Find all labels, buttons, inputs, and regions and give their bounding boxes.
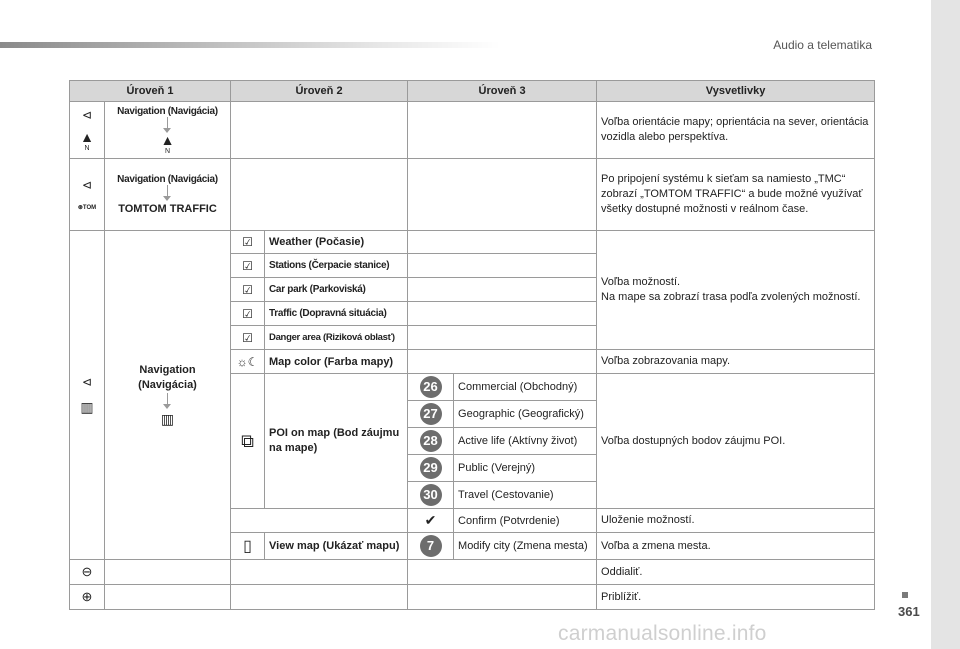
legend-cell: Po pripojení systému k sieťam sa namiesto „TMC“ zobrazí „TOMTOM TRAFFIC“ a bude možné využívať všetky dostupné možnosti v reálnom čase.: [597, 159, 875, 231]
step-badge: 30: [420, 484, 442, 506]
table-row: [70, 585, 875, 610]
view-map-item[interactable]: View map (Ukázať mapu): [265, 533, 408, 560]
poi-icon: ⧉: [231, 374, 265, 509]
step-badge: 28: [420, 430, 442, 452]
watermark: carmanualsonline.info: [558, 622, 767, 645]
down-arrow-icon: [167, 393, 168, 405]
zoom-out-icon: ⊖: [70, 560, 105, 585]
table-row: [70, 560, 875, 585]
poi-commercial[interactable]: Commercial (Obchodný): [454, 374, 597, 401]
tomtom-logo-icon: ⊛TOM: [77, 205, 97, 211]
poi-public[interactable]: Public (Verejný): [454, 455, 597, 482]
legend-cell: Voľba zobrazovania mapy.: [597, 350, 875, 374]
poi-item[interactable]: POI on map (Bod záujmu na mape): [265, 374, 408, 509]
step-badge: 27: [420, 403, 442, 425]
stations-item[interactable]: Stations (Čerpacie stanice): [265, 254, 408, 278]
legend-cell: Voľba orientácie mapy; oprientácia na sever, orientácia vozidla alebo perspektíva.: [597, 102, 875, 159]
level3-cell: [408, 278, 597, 302]
step-badge: 26: [420, 376, 442, 398]
level3-empty-cell: [408, 585, 597, 610]
level3-cell: [408, 102, 597, 159]
legend-cell: Voľba dostupných bodov záujmu POI.: [597, 374, 875, 509]
level3-empty-cell: [408, 560, 597, 585]
level3-cell: [408, 350, 597, 374]
checkbox-icon: ☑: [231, 326, 265, 350]
map-icon: ▯: [231, 533, 265, 560]
confirm-item[interactable]: Confirm (Potvrdenie): [454, 509, 597, 533]
day-night-icon: ☼☾: [231, 350, 265, 374]
page-header-title: Audio a telematika: [773, 38, 872, 52]
checkbox-icon: ☑: [231, 278, 265, 302]
level3-cell: [408, 231, 597, 254]
badge-cell: [408, 533, 454, 560]
level1-text-cell: [105, 159, 231, 231]
modify-city-item[interactable]: Modify city (Zmena mesta): [454, 533, 597, 560]
level3-cell: [408, 326, 597, 350]
north-arrow-icon: ▲ N: [80, 129, 94, 152]
zoom-in-icon: ⊕: [70, 585, 105, 610]
checkbox-icon: ☑: [231, 254, 265, 278]
level1-cell: [70, 159, 105, 231]
navigation-arrow-icon: ⊲: [81, 108, 93, 122]
step-badge: 29: [420, 457, 442, 479]
poi-geographic[interactable]: Geographic (Geografický): [454, 401, 597, 428]
level1-text-cell: [105, 102, 231, 159]
level1-empty-cell: [105, 585, 231, 610]
danger-area-item[interactable]: Danger area (Riziková oblasť): [265, 326, 408, 350]
navigation-label: Navigation (Navigácia): [117, 105, 218, 117]
legend-cell: Voľba možností. Na mape sa zobrazí trasa podľa zvolených možností.: [597, 231, 875, 350]
navigation-arrow-icon: ⊲: [81, 374, 93, 389]
badge-cell: [408, 482, 454, 509]
page-edge-strip: [931, 0, 960, 649]
col-header-level3: Úroveň 3: [408, 81, 597, 102]
col-header-legend: Vysvetlivky: [597, 81, 875, 102]
level1-cell: [70, 231, 105, 560]
level1-empty-cell: [105, 560, 231, 585]
navigation-label: Navigation (Navigácia): [117, 174, 218, 185]
table-header-row: [70, 81, 875, 102]
checkmark-icon: ✔: [408, 509, 454, 533]
level1-cell: [70, 102, 105, 159]
down-arrow-icon: [167, 117, 168, 129]
level3-cell: [408, 302, 597, 326]
level2-empty-cell: [231, 560, 408, 585]
table-row: [70, 159, 875, 231]
level1-text-cell: [105, 231, 231, 560]
table-row: [70, 231, 875, 254]
map-layers-icon: ▥: [160, 410, 175, 427]
tomtom-traffic-label: TOMTOM TRAFFIC: [118, 203, 217, 215]
weather-item[interactable]: Weather (Počasie): [265, 231, 408, 254]
traffic-item[interactable]: Traffic (Dopravná situácia): [265, 302, 408, 326]
level2-cell: [231, 102, 408, 159]
navigation-arrow-icon: ⊲: [81, 178, 93, 192]
level3-cell: [408, 254, 597, 278]
menu-table: [69, 80, 875, 610]
down-arrow-icon: [167, 185, 168, 197]
badge-cell: [408, 428, 454, 455]
col-header-level2: Úroveň 2: [231, 81, 408, 102]
legend-cell: Voľba a zmena mesta.: [597, 533, 875, 560]
checkbox-icon: ☑: [231, 231, 265, 254]
page-marker: [902, 592, 908, 598]
level2-empty-cell: [231, 509, 408, 533]
table-row: [70, 102, 875, 159]
level3-cell: [408, 159, 597, 231]
navigation-label: Navigation (Navigácia): [138, 363, 197, 391]
legend-cell: Priblížiť.: [597, 585, 875, 610]
header-gradient-bar: [0, 42, 500, 48]
poi-travel[interactable]: Travel (Cestovanie): [454, 482, 597, 509]
map-color-item[interactable]: Map color (Farba mapy): [265, 350, 408, 374]
col-header-level1: Úroveň 1: [70, 81, 231, 102]
legend-cell: Uloženie možností.: [597, 509, 875, 533]
page-number: 361: [898, 604, 920, 619]
poi-active-life[interactable]: Active life (Aktívny život): [454, 428, 597, 455]
level2-empty-cell: [231, 585, 408, 610]
map-layers-icon: ▥: [80, 398, 94, 415]
north-arrow-icon: ▲ N: [160, 131, 175, 155]
level2-cell: [231, 159, 408, 231]
checkbox-icon: ☑: [231, 302, 265, 326]
carpark-item[interactable]: Car park (Parkoviská): [265, 278, 408, 302]
badge-cell: [408, 401, 454, 428]
badge-cell: [408, 374, 454, 401]
step-badge: 7: [420, 535, 442, 557]
badge-cell: [408, 455, 454, 482]
legend-cell: Oddialiť.: [597, 560, 875, 585]
